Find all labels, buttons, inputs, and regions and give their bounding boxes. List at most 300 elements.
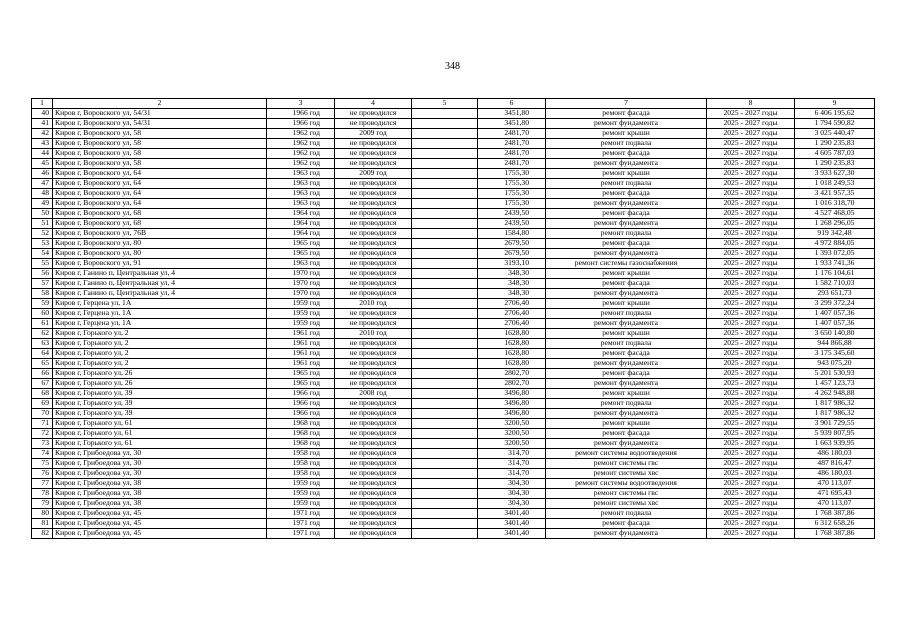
planned-repair-cell <box>412 319 478 329</box>
period-cell: 2025 - 2027 годы <box>707 119 795 129</box>
capital-repair-table <box>31 98 875 539</box>
row-number-cell: 57 <box>32 279 53 289</box>
address-cell: Киров г, Воровского ул, 68 <box>53 209 267 219</box>
planned-repair-cell <box>412 219 478 229</box>
planned-repair-cell <box>412 209 478 219</box>
work-type-cell: ремонт фундамента <box>546 379 707 389</box>
area-cell: 304,30 <box>478 489 546 499</box>
build-year-cell: 1959 год <box>267 499 335 509</box>
table-row <box>32 229 875 239</box>
row-number-cell: 51 <box>32 219 53 229</box>
table-row <box>32 469 875 479</box>
address-cell: Киров г, Ганино п, Центральная ул, 4 <box>53 269 267 279</box>
area-cell: 348,30 <box>478 279 546 289</box>
table-row <box>32 139 875 149</box>
last-repair-cell: не проводился <box>335 479 412 489</box>
build-year-cell: 1965 год <box>267 239 335 249</box>
cost-cell: 1 933 741,36 <box>795 259 875 269</box>
period-cell: 2025 - 2027 годы <box>707 109 795 119</box>
last-repair-cell: не проводился <box>335 489 412 499</box>
last-repair-cell: не проводился <box>335 429 412 439</box>
last-repair-cell: 2008 год <box>335 389 412 399</box>
planned-repair-cell <box>412 449 478 459</box>
planned-repair-cell <box>412 269 478 279</box>
table-row <box>32 359 875 369</box>
row-number-cell: 64 <box>32 349 53 359</box>
period-cell: 2025 - 2027 годы <box>707 489 795 499</box>
build-year-cell: 1965 год <box>267 379 335 389</box>
address-cell: Киров г, Герцена ул, 1А <box>53 299 267 309</box>
table-row <box>32 419 875 429</box>
row-number-cell: 71 <box>32 419 53 429</box>
build-year-cell: 1971 год <box>267 529 335 539</box>
last-repair-cell: не проводился <box>335 139 412 149</box>
row-number-cell: 65 <box>32 359 53 369</box>
cost-cell: 1 457 123,73 <box>795 379 875 389</box>
area-cell: 2679,50 <box>478 239 546 249</box>
last-repair-cell: не проводился <box>335 499 412 509</box>
planned-repair-cell <box>412 509 478 519</box>
address-cell: Киров г, Воровского ул, 64 <box>53 179 267 189</box>
address-cell: Киров г, Горького ул, 2 <box>53 339 267 349</box>
area-cell: 2439,50 <box>478 209 546 219</box>
cost-cell: 1 768 387,86 <box>795 509 875 519</box>
column-header-8: 8 <box>707 99 795 109</box>
planned-repair-cell <box>412 149 478 159</box>
work-type-cell: ремонт крыши <box>546 389 707 399</box>
build-year-cell: 1971 год <box>267 509 335 519</box>
row-number-cell: 78 <box>32 489 53 499</box>
work-type-cell: ремонт подвала <box>546 139 707 149</box>
build-year-cell: 1965 год <box>267 249 335 259</box>
last-repair-cell: не проводился <box>335 439 412 449</box>
work-type-cell: ремонт фундамента <box>546 439 707 449</box>
table-row <box>32 499 875 509</box>
row-number-cell: 76 <box>32 469 53 479</box>
area-cell: 1755,30 <box>478 179 546 189</box>
last-repair-cell: не проводился <box>335 149 412 159</box>
work-type-cell: ремонт системы газоснабжения <box>546 259 707 269</box>
row-number-cell: 62 <box>32 329 53 339</box>
planned-repair-cell <box>412 229 478 239</box>
work-type-cell: ремонт фундамента <box>546 529 707 539</box>
area-cell: 2439,50 <box>478 219 546 229</box>
planned-repair-cell <box>412 489 478 499</box>
table-row <box>32 309 875 319</box>
address-cell: Киров г, Воровского ул, 54/31 <box>53 109 267 119</box>
period-cell: 2025 - 2027 годы <box>707 319 795 329</box>
period-cell: 2025 - 2027 годы <box>707 479 795 489</box>
planned-repair-cell <box>412 239 478 249</box>
last-repair-cell: не проводился <box>335 199 412 209</box>
area-cell: 348,30 <box>478 269 546 279</box>
address-cell: Киров г, Грибоедова ул, 30 <box>53 469 267 479</box>
area-cell: 2481,70 <box>478 159 546 169</box>
row-number-cell: 67 <box>32 379 53 389</box>
cost-cell: 4 527 468,05 <box>795 209 875 219</box>
planned-repair-cell <box>412 409 478 419</box>
area-cell: 2481,70 <box>478 139 546 149</box>
table-row <box>32 399 875 409</box>
build-year-cell: 1964 год <box>267 219 335 229</box>
work-type-cell: ремонт системы хвс <box>546 499 707 509</box>
last-repair-cell: не проводился <box>335 179 412 189</box>
planned-repair-cell <box>412 139 478 149</box>
work-type-cell: ремонт фундамента <box>546 219 707 229</box>
row-number-cell: 47 <box>32 179 53 189</box>
period-cell: 2025 - 2027 годы <box>707 299 795 309</box>
row-number-cell: 41 <box>32 119 53 129</box>
cost-cell: 943 075,20 <box>795 359 875 369</box>
build-year-cell: 1962 год <box>267 159 335 169</box>
address-cell: Киров г, Воровского ул, 91 <box>53 259 267 269</box>
period-cell: 2025 - 2027 годы <box>707 439 795 449</box>
last-repair-cell: не проводился <box>335 249 412 259</box>
period-cell: 2025 - 2027 годы <box>707 159 795 169</box>
row-number-cell: 61 <box>32 319 53 329</box>
table-row <box>32 119 875 129</box>
last-repair-cell: не проводился <box>335 519 412 529</box>
planned-repair-cell <box>412 329 478 339</box>
work-type-cell: ремонт подвала <box>546 339 707 349</box>
cost-cell: 3 933 627,30 <box>795 169 875 179</box>
area-cell: 1628,80 <box>478 359 546 369</box>
address-cell: Киров г, Воровского ул, 68 <box>53 219 267 229</box>
build-year-cell: 1965 год <box>267 369 335 379</box>
table-row <box>32 459 875 469</box>
work-type-cell: ремонт фундамента <box>546 319 707 329</box>
area-cell: 2706,40 <box>478 309 546 319</box>
build-year-cell: 1968 год <box>267 439 335 449</box>
table-row <box>32 109 875 119</box>
row-number-cell: 59 <box>32 299 53 309</box>
column-header-1: 1 <box>32 99 53 109</box>
work-type-cell: ремонт фасада <box>546 109 707 119</box>
build-year-cell: 1961 год <box>267 349 335 359</box>
planned-repair-cell <box>412 369 478 379</box>
column-header-2: 2 <box>53 99 267 109</box>
address-cell: Киров г, Грибоедова ул, 45 <box>53 529 267 539</box>
build-year-cell: 1966 год <box>267 109 335 119</box>
address-cell: Киров г, Воровского ул, 58 <box>53 139 267 149</box>
area-cell: 3401,40 <box>478 529 546 539</box>
work-type-cell: ремонт крыши <box>546 129 707 139</box>
area-cell: 2679,50 <box>478 249 546 259</box>
build-year-cell: 1964 год <box>267 209 335 219</box>
table-row <box>32 129 875 139</box>
build-year-cell: 1963 год <box>267 259 335 269</box>
row-number-cell: 42 <box>32 129 53 139</box>
cost-cell: 1 268 296,05 <box>795 219 875 229</box>
work-type-cell: ремонт подвала <box>546 399 707 409</box>
period-cell: 2025 - 2027 годы <box>707 419 795 429</box>
build-year-cell: 1958 год <box>267 449 335 459</box>
table-row <box>32 279 875 289</box>
table-row <box>32 349 875 359</box>
area-cell: 1755,30 <box>478 199 546 209</box>
work-type-cell: ремонт фасада <box>546 189 707 199</box>
last-repair-cell: 2009 год <box>335 129 412 139</box>
build-year-cell: 1970 год <box>267 289 335 299</box>
table-row <box>32 199 875 209</box>
row-number-cell: 50 <box>32 209 53 219</box>
last-repair-cell: не проводился <box>335 319 412 329</box>
table-row <box>32 239 875 249</box>
build-year-cell: 1961 год <box>267 339 335 349</box>
build-year-cell: 1963 год <box>267 169 335 179</box>
table-row <box>32 269 875 279</box>
period-cell: 2025 - 2027 годы <box>707 279 795 289</box>
cost-cell: 486 180,03 <box>795 469 875 479</box>
work-type-cell: ремонт фундамента <box>546 249 707 259</box>
address-cell: Киров г, Воровского ул, 80 <box>53 249 267 259</box>
row-number-cell: 40 <box>32 109 53 119</box>
cost-cell: 1 407 057,36 <box>795 309 875 319</box>
last-repair-cell: не проводился <box>335 189 412 199</box>
build-year-cell: 1970 год <box>267 279 335 289</box>
planned-repair-cell <box>412 129 478 139</box>
area-cell: 314,70 <box>478 449 546 459</box>
period-cell: 2025 - 2027 годы <box>707 509 795 519</box>
row-number-cell: 80 <box>32 509 53 519</box>
address-cell: Киров г, Горького ул, 39 <box>53 409 267 419</box>
table-row <box>32 299 875 309</box>
row-number-cell: 54 <box>32 249 53 259</box>
table-row <box>32 329 875 339</box>
period-cell: 2025 - 2027 годы <box>707 259 795 269</box>
area-cell: 348,30 <box>478 289 546 299</box>
planned-repair-cell <box>412 439 478 449</box>
table-row <box>32 209 875 219</box>
last-repair-cell: не проводился <box>335 469 412 479</box>
work-type-cell: ремонт крыши <box>546 329 707 339</box>
row-number-cell: 74 <box>32 449 53 459</box>
cost-cell: 486 180,03 <box>795 449 875 459</box>
cost-cell: 1 663 939,95 <box>795 439 875 449</box>
cost-cell: 1 817 986,32 <box>795 409 875 419</box>
cost-cell: 4 972 884,05 <box>795 239 875 249</box>
planned-repair-cell <box>412 259 478 269</box>
address-cell: Киров г, Горького ул, 26 <box>53 379 267 389</box>
cost-cell: 1 817 986,32 <box>795 399 875 409</box>
table-row <box>32 509 875 519</box>
period-cell: 2025 - 2027 годы <box>707 529 795 539</box>
area-cell: 3496,80 <box>478 409 546 419</box>
period-cell: 2025 - 2027 годы <box>707 429 795 439</box>
last-repair-cell: 2010 год <box>335 329 412 339</box>
build-year-cell: 1963 год <box>267 189 335 199</box>
row-number-cell: 79 <box>32 499 53 509</box>
work-type-cell: ремонт фундамента <box>546 289 707 299</box>
area-cell: 3451,80 <box>478 109 546 119</box>
last-repair-cell: не проводился <box>335 459 412 469</box>
cost-cell: 1 290 235,83 <box>795 139 875 149</box>
area-cell: 2481,70 <box>478 149 546 159</box>
address-cell: Киров г, Грибоедова ул, 45 <box>53 519 267 529</box>
build-year-cell: 1959 год <box>267 299 335 309</box>
area-cell: 3401,40 <box>478 519 546 529</box>
last-repair-cell: не проводился <box>335 159 412 169</box>
period-cell: 2025 - 2027 годы <box>707 179 795 189</box>
row-number-cell: 52 <box>32 229 53 239</box>
row-number-cell: 77 <box>32 479 53 489</box>
table-row <box>32 449 875 459</box>
cost-cell: 4 605 787,03 <box>795 149 875 159</box>
cost-cell: 1 016 318,70 <box>795 199 875 209</box>
row-number-cell: 66 <box>32 369 53 379</box>
table-row <box>32 149 875 159</box>
address-cell: Киров г, Грибоедова ул, 30 <box>53 449 267 459</box>
table-row <box>32 159 875 169</box>
period-cell: 2025 - 2027 годы <box>707 169 795 179</box>
work-type-cell: ремонт системы гвс <box>546 489 707 499</box>
planned-repair-cell <box>412 179 478 189</box>
row-number-cell: 48 <box>32 189 53 199</box>
last-repair-cell: не проводился <box>335 119 412 129</box>
address-cell: Киров г, Грибоедова ул, 38 <box>53 489 267 499</box>
last-repair-cell: не проводился <box>335 419 412 429</box>
area-cell: 3193,10 <box>478 259 546 269</box>
planned-repair-cell <box>412 529 478 539</box>
build-year-cell: 1968 год <box>267 429 335 439</box>
work-type-cell: ремонт фасада <box>546 239 707 249</box>
last-repair-cell: не проводился <box>335 109 412 119</box>
address-cell: Киров г, Ганино п, Центральная ул, 4 <box>53 279 267 289</box>
table-row <box>32 389 875 399</box>
last-repair-cell: не проводился <box>335 369 412 379</box>
table-row <box>32 219 875 229</box>
planned-repair-cell <box>412 479 478 489</box>
period-cell: 2025 - 2027 годы <box>707 339 795 349</box>
period-cell: 2025 - 2027 годы <box>707 409 795 419</box>
cost-cell: 471 695,43 <box>795 489 875 499</box>
period-cell: 2025 - 2027 годы <box>707 399 795 409</box>
work-type-cell: ремонт фундамента <box>546 359 707 369</box>
address-cell: Киров г, Горького ул, 2 <box>53 359 267 369</box>
table-row <box>32 179 875 189</box>
row-number-cell: 81 <box>32 519 53 529</box>
work-type-cell: ремонт фасада <box>546 519 707 529</box>
area-cell: 3451,80 <box>478 119 546 129</box>
address-cell: Киров г, Грибоедова ул, 38 <box>53 499 267 509</box>
row-number-cell: 43 <box>32 139 53 149</box>
last-repair-cell: не проводился <box>335 349 412 359</box>
period-cell: 2025 - 2027 годы <box>707 389 795 399</box>
area-cell: 1755,30 <box>478 189 546 199</box>
area-cell: 314,70 <box>478 459 546 469</box>
planned-repair-cell <box>412 499 478 509</box>
build-year-cell: 1959 год <box>267 309 335 319</box>
cost-cell: 919 342,48 <box>795 229 875 239</box>
address-cell: Киров г, Ганино п, Центральная ул, 4 <box>53 289 267 299</box>
address-cell: Киров г, Воровского ул, 80 <box>53 239 267 249</box>
row-number-cell: 72 <box>32 429 53 439</box>
planned-repair-cell <box>412 339 478 349</box>
last-repair-cell: 2009 год <box>335 169 412 179</box>
last-repair-cell: не проводился <box>335 219 412 229</box>
table-row <box>32 249 875 259</box>
address-cell: Киров г, Горького ул, 61 <box>53 429 267 439</box>
cost-cell: 470 113,07 <box>795 479 875 489</box>
work-type-cell: ремонт крыши <box>546 169 707 179</box>
cost-cell: 293 651,73 <box>795 289 875 299</box>
work-type-cell: ремонт фасада <box>546 279 707 289</box>
period-cell: 2025 - 2027 годы <box>707 379 795 389</box>
cost-cell: 3 901 729,55 <box>795 419 875 429</box>
address-cell: Киров г, Воровского ул, 58 <box>53 149 267 159</box>
address-cell: Киров г, Грибоедова ул, 38 <box>53 479 267 489</box>
cost-cell: 1 393 072,05 <box>795 249 875 259</box>
address-cell: Киров г, Воровского ул, 58 <box>53 129 267 139</box>
last-repair-cell: не проводился <box>335 309 412 319</box>
work-type-cell: ремонт фасада <box>546 429 707 439</box>
row-number-cell: 63 <box>32 339 53 349</box>
address-cell: Киров г, Горького ул, 2 <box>53 329 267 339</box>
work-type-cell: ремонт фундамента <box>546 159 707 169</box>
row-number-cell: 68 <box>32 389 53 399</box>
work-type-cell: ремонт подвала <box>546 509 707 519</box>
area-cell: 2802,70 <box>478 379 546 389</box>
last-repair-cell: не проводился <box>335 509 412 519</box>
period-cell: 2025 - 2027 годы <box>707 469 795 479</box>
row-number-cell: 45 <box>32 159 53 169</box>
table-row <box>32 429 875 439</box>
address-cell: Киров г, Грибоедова ул, 30 <box>53 459 267 469</box>
last-repair-cell: не проводился <box>335 529 412 539</box>
address-cell: Киров г, Грибоедова ул, 45 <box>53 509 267 519</box>
cost-cell: 6 312 658,26 <box>795 519 875 529</box>
planned-repair-cell <box>412 399 478 409</box>
build-year-cell: 1966 год <box>267 399 335 409</box>
row-number-cell: 46 <box>32 169 53 179</box>
row-number-cell: 49 <box>32 199 53 209</box>
area-cell: 2706,40 <box>478 319 546 329</box>
cost-cell: 3 421 957,35 <box>795 189 875 199</box>
cost-cell: 1 582 710,03 <box>795 279 875 289</box>
cost-cell: 3 175 345,60 <box>795 349 875 359</box>
table-row <box>32 369 875 379</box>
period-cell: 2025 - 2027 годы <box>707 209 795 219</box>
period-cell: 2025 - 2027 годы <box>707 129 795 139</box>
row-number-cell: 56 <box>32 269 53 279</box>
table-row <box>32 259 875 269</box>
last-repair-cell: не проводился <box>335 449 412 459</box>
address-cell: Киров г, Герцена ул, 1А <box>53 309 267 319</box>
work-type-cell: ремонт фасада <box>546 349 707 359</box>
work-type-cell: ремонт фундамента <box>546 119 707 129</box>
period-cell: 2025 - 2027 годы <box>707 359 795 369</box>
build-year-cell: 1958 год <box>267 469 335 479</box>
row-number-cell: 44 <box>32 149 53 159</box>
column-header-4: 4 <box>335 99 412 109</box>
work-type-cell: ремонт фасада <box>546 149 707 159</box>
cost-cell: 3 299 372,24 <box>795 299 875 309</box>
build-year-cell: 1970 год <box>267 269 335 279</box>
last-repair-cell: не проводился <box>335 359 412 369</box>
last-repair-cell: не проводился <box>335 239 412 249</box>
area-cell: 3200,50 <box>478 419 546 429</box>
work-type-cell: ремонт системы хвс <box>546 469 707 479</box>
row-number-cell: 55 <box>32 259 53 269</box>
period-cell: 2025 - 2027 годы <box>707 369 795 379</box>
cost-cell: 1 407 057,36 <box>795 319 875 329</box>
planned-repair-cell <box>412 289 478 299</box>
period-cell: 2025 - 2027 годы <box>707 459 795 469</box>
planned-repair-cell <box>412 169 478 179</box>
planned-repair-cell <box>412 379 478 389</box>
period-cell: 2025 - 2027 годы <box>707 449 795 459</box>
work-type-cell: ремонт системы водоотведения <box>546 449 707 459</box>
